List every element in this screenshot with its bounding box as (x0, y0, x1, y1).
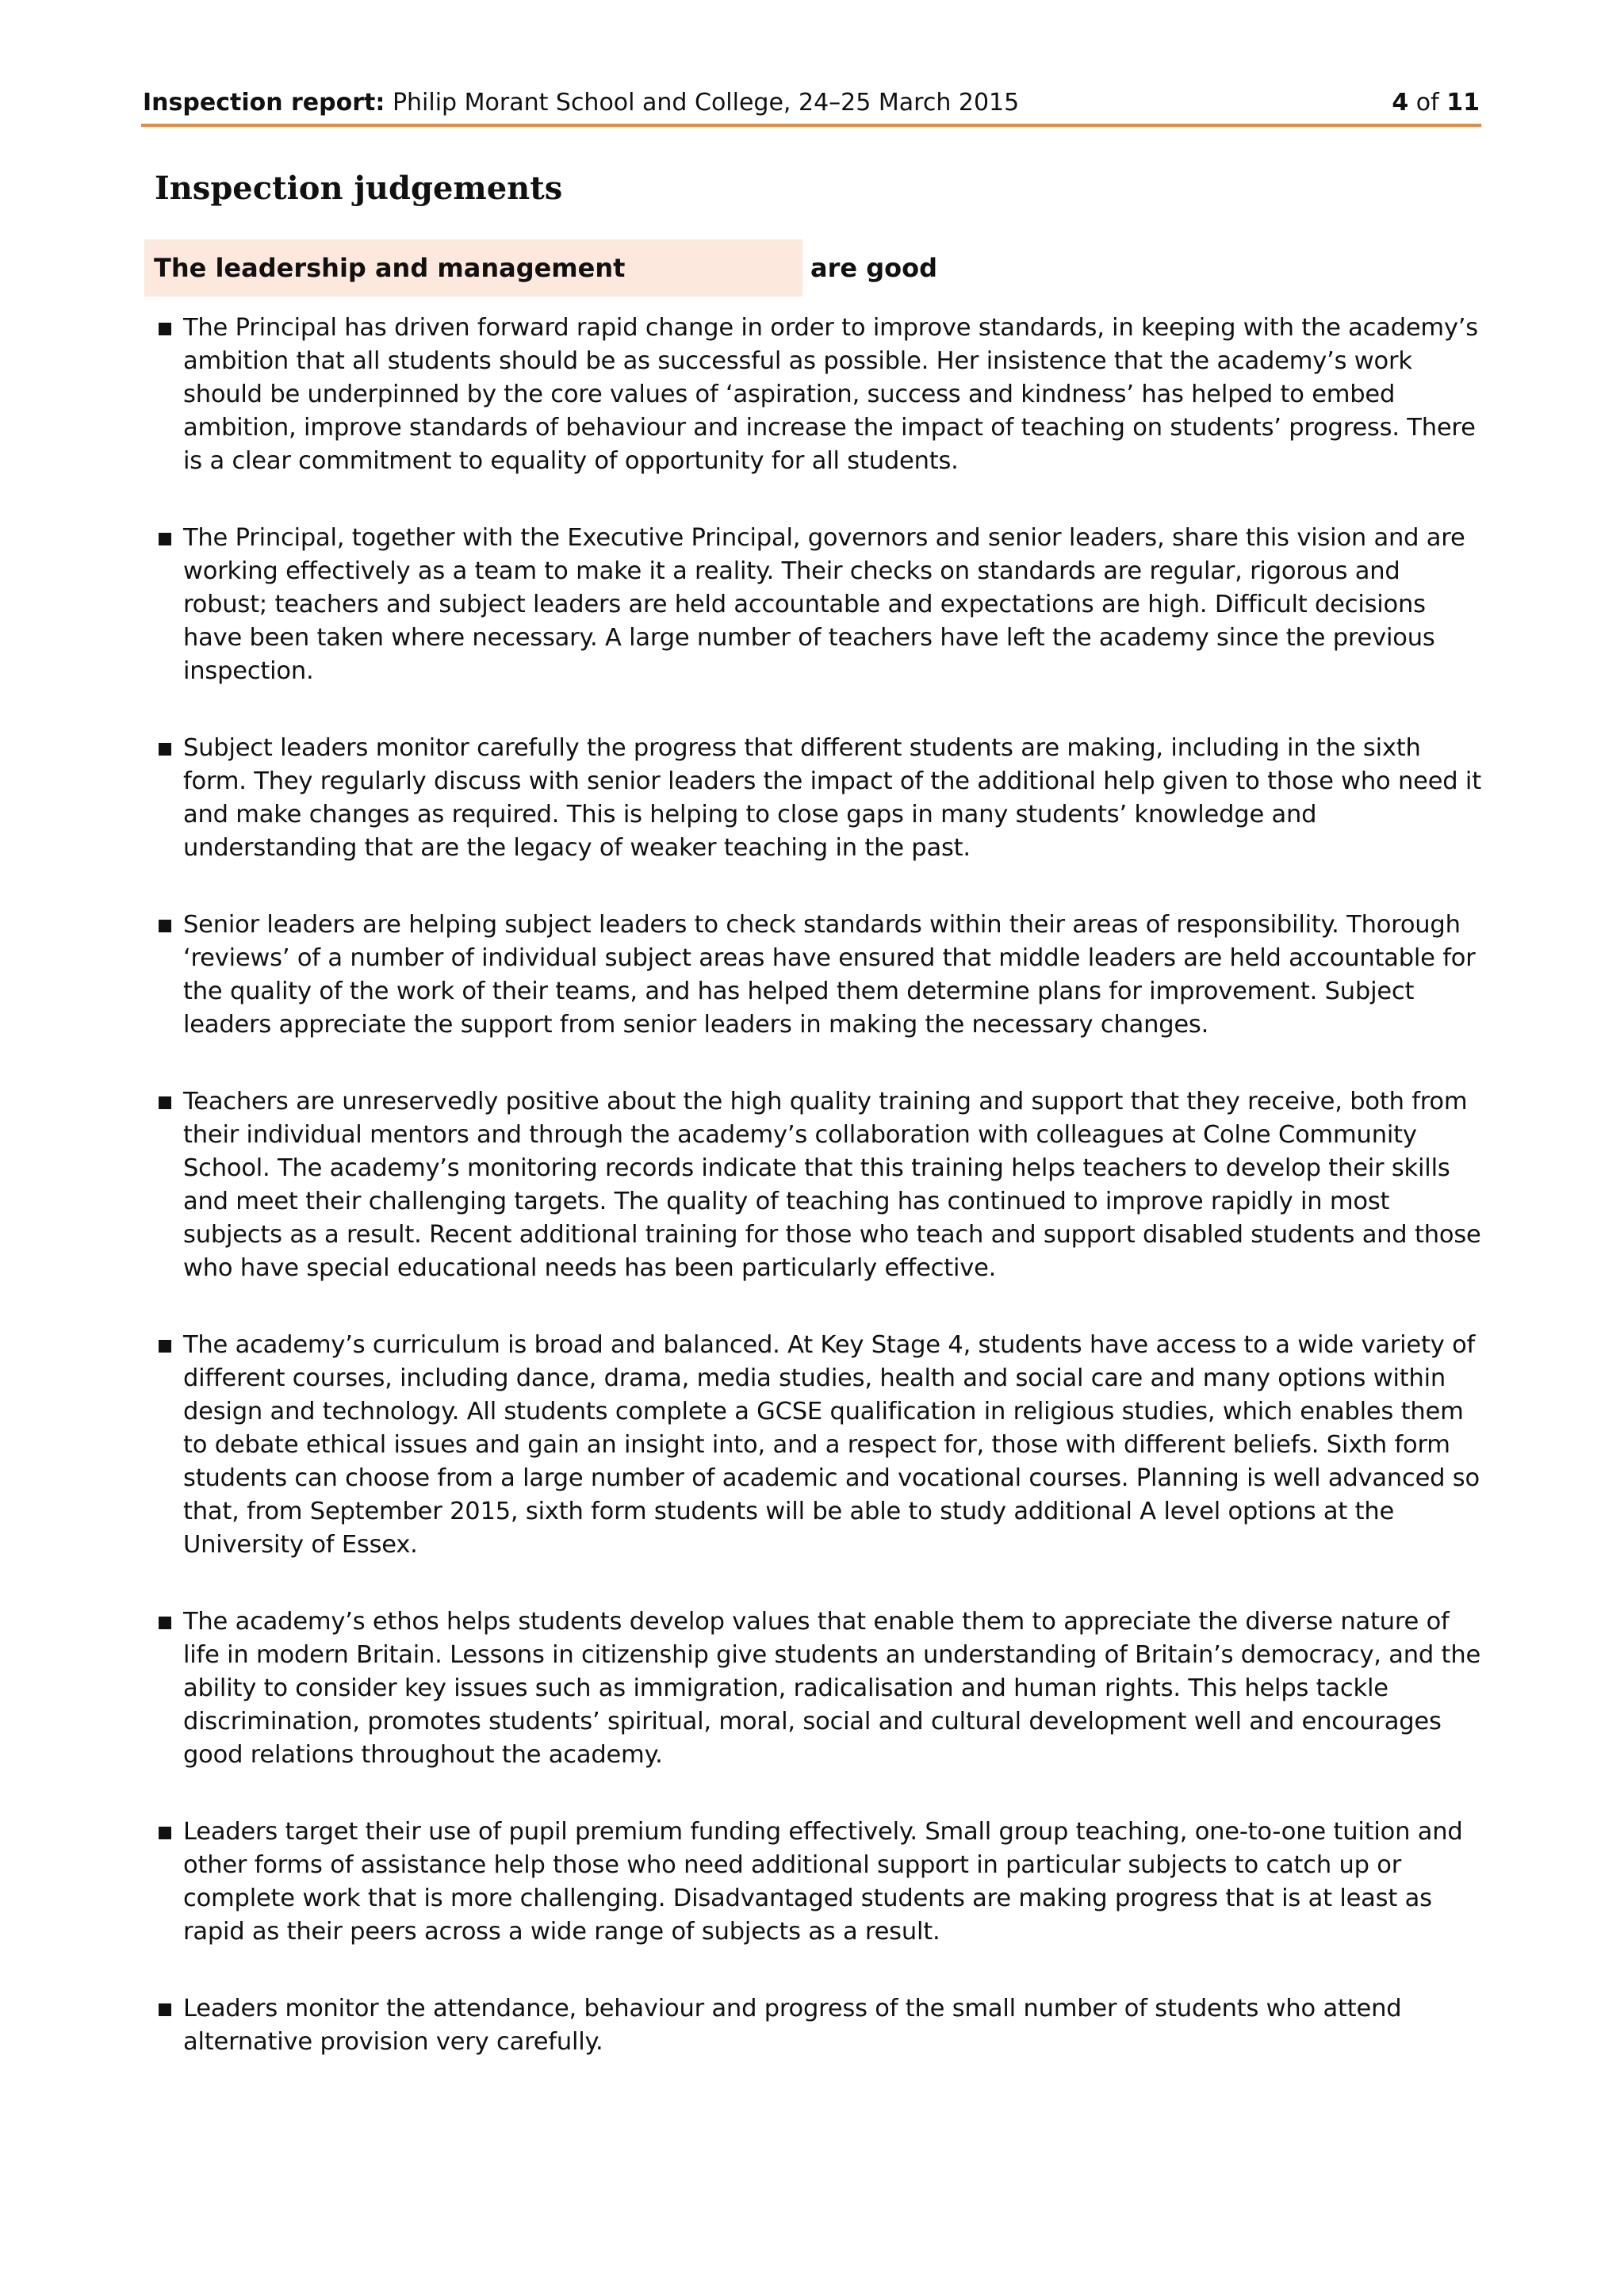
square-bullet-icon (159, 1340, 171, 1353)
page-number (1392, 84, 1480, 122)
square-bullet-icon (159, 743, 171, 756)
bullet-text: The academy’s ethos helps students develop values that enable them to appreciate the diverse nature of life in modern Britain. Lessons in citizenship give students an understanding of Britain’s democracy, and the ability to consider key issues such as immigration, radicalisation and human rights. This helps tackle discrimination, promotes students’ spiritual, moral, social and cultural development well and encourages good relations throughout the academy. (183, 1608, 1481, 1769)
square-bullet-icon (159, 1827, 171, 1839)
report-reference (143, 84, 1019, 122)
bullet-text: Leaders target their use of pupil premium funding effectively. Small group teaching, one-to-one tuition and other forms of assistance help those who need additional support in particular subjects to catch up or complete work that is more challenging. Disadvantaged students are making progress that is at least as rapid as their peers across a wide range of subjects as a result. (183, 1818, 1463, 1946)
judgement-value: are good (810, 253, 937, 283)
bullet-text: Senior leaders are helping subject leaders to check standards within their areas of responsibility. Thorough ‘reviews’ of a number of individual subject areas have ensured that middle leaders are held accountable for the quality of the work of their teams, and has helped them determine plans for improvement. Subject leaders appreciate the support from senior leaders in making the necessary changes. (183, 911, 1476, 1039)
bullet-text: Leaders monitor the attendance, behaviour and progress of the small number of students who attend alternative provision very carefully. (183, 1995, 1402, 2056)
square-bullet-icon (159, 1617, 171, 1629)
bullet-text: The Principal, together with the Executive Principal, governors and senior leaders, share this vision and are working effectively as a team to make it a reality. Their checks on standards are regular, rigorous and robust; teachers and subject leaders are held accountable and expectations are high. Difficult decisions have been taken where necessary. A large number of teachers have left the academy since the previous inspection. (183, 524, 1465, 685)
bullet-text: The academy’s curriculum is broad and balanced. At Key Stage 4, students have access to a wide variety of different courses, including dance, drama, media studies, health and social care and many options within design and technology. All students complete a GCSE qualification in religious studies, which enables them to debate ethical issues and gain an insight into, and a respect for, those with different beliefs. Sixth form students can choose from a large number of academic and vocational courses. Planning is well advanced so that, from September 2015, sixth form students will be able to study additional A level options at the University of Essex. (183, 1331, 1480, 1559)
bullet-text: Subject leaders monitor carefully the progress that different students are making, including in the sixth form. They regularly discuss with senior leaders the impact of the additional help given to those who need it and make changes as required. This is helping to close gaps in many students’ knowledge and understanding that are the legacy of weaker teaching in the past. (183, 734, 1481, 862)
bullet-point (151, 1329, 1483, 1562)
section-title: Inspection judgements (155, 170, 563, 207)
bullet-point (151, 312, 1483, 478)
square-bullet-icon (159, 533, 171, 545)
judgement-label: The leadership and management (144, 239, 802, 297)
bullet-point (151, 732, 1483, 865)
bullet-text: The Principal has driven forward rapid change in order to improve standards, in keeping with the academy’s ambition that all students should be as successful as possible. Her insistence that the academy’s work should be underpinned by the core values of ‘aspiration, success and kindness’ has helped to embed ambition, improve standards of behaviour and increase the impact of teaching on students’ progress. There is a clear commitment to equality of opportunity for all students. (183, 314, 1478, 475)
square-bullet-icon (159, 2003, 171, 2016)
header-divider (141, 124, 1481, 127)
square-bullet-icon (159, 920, 171, 932)
bullet-point (151, 1816, 1483, 1949)
report-subject: Philip Morant School and College, 24–25 March 2015 (392, 89, 1020, 117)
bullet-point (151, 909, 1483, 1042)
bullet-point (151, 1085, 1483, 1285)
square-bullet-icon (159, 323, 171, 335)
bullet-point (151, 1992, 1483, 2059)
page-current: 4 (1392, 89, 1409, 117)
bullet-point (151, 1605, 1483, 1772)
bullet-list (151, 312, 1483, 2103)
bullet-point (151, 522, 1483, 688)
bullet-text: Teachers are unreservedly positive about the high quality training and support that they receive, both from their individual mentors and through the academy’s collaboration with colleagues at Colne Community School. The academy’s monitoring records indicate that this training helps teachers to develop their skills and meet their challenging targets. The quality of teaching has continued to improve rapidly in most subjects as a result. Recent additional training for those who teach and support disabled students and those who have special educational needs has been particularly effective. (183, 1088, 1481, 1282)
page-header (141, 84, 1481, 124)
judgement-row (144, 239, 1484, 297)
square-bullet-icon (159, 1096, 171, 1109)
page-of: of (1415, 89, 1439, 117)
report-label: Inspection report: (143, 89, 385, 117)
page-total: 11 (1446, 89, 1480, 117)
